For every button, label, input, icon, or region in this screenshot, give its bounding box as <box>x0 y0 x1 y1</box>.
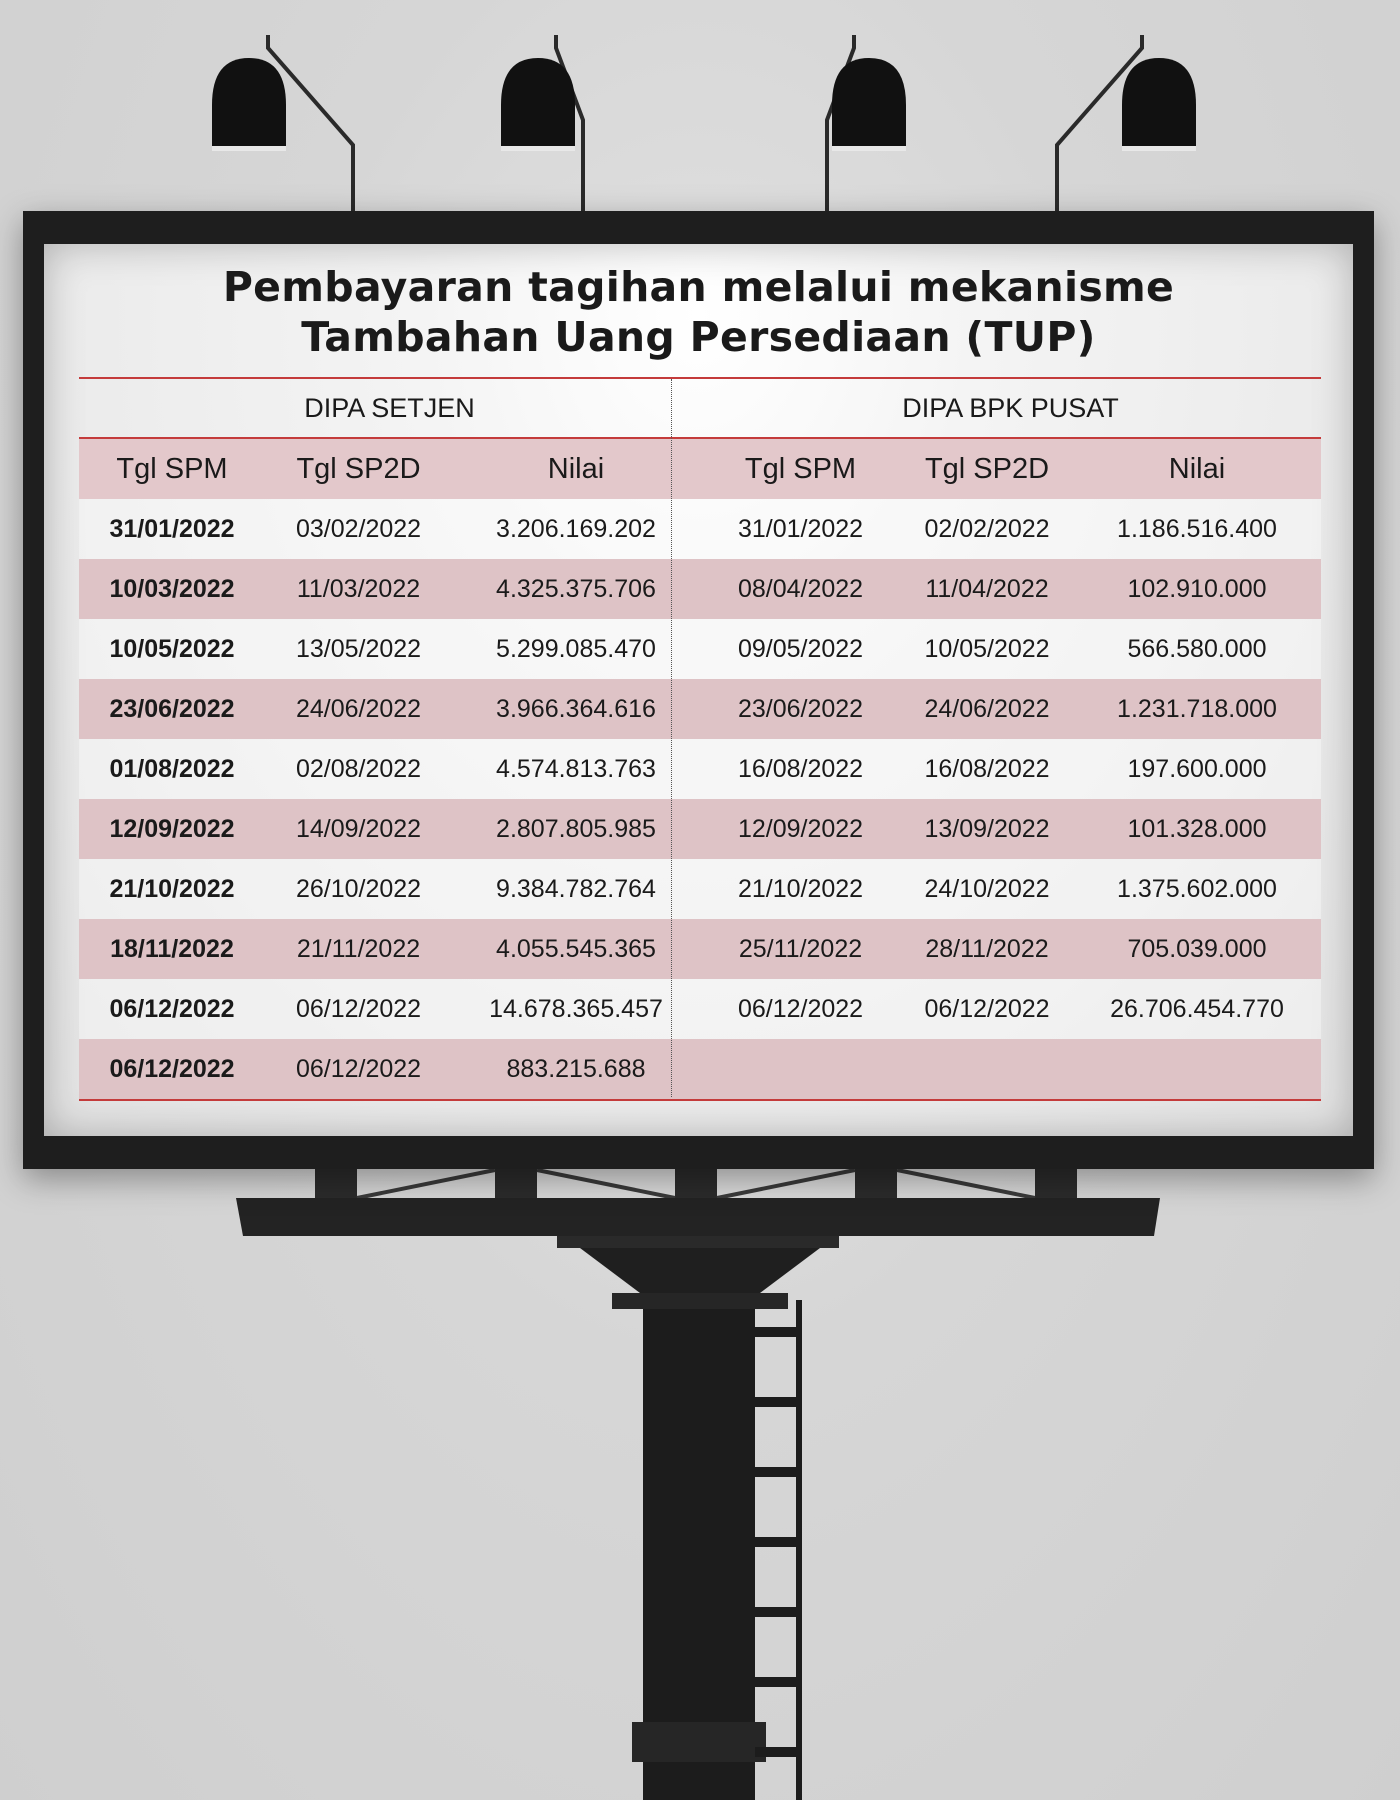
cell-right-tgl-sp2d: 10/05/2022 <box>901 619 1073 679</box>
cell-right-nilai: 1.231.718.000 <box>1073 679 1321 739</box>
cell-right-tgl-spm: 12/09/2022 <box>700 799 901 859</box>
table-row <box>79 919 1321 979</box>
cell-right-nilai: 705.039.000 <box>1073 919 1321 979</box>
table-row <box>79 499 1321 559</box>
spotlight-lamp-icon <box>212 58 1196 148</box>
billboard-pole-icon <box>236 1168 1160 1800</box>
cell-right-tgl-sp2d <box>901 1039 1073 1099</box>
cell-right-tgl-sp2d: 24/06/2022 <box>901 679 1073 739</box>
cell-left-tgl-sp2d: 02/08/2022 <box>265 739 452 799</box>
column-header-row <box>79 439 1321 499</box>
cell-right-tgl-sp2d: 28/11/2022 <box>901 919 1073 979</box>
cell-left-tgl-spm: 01/08/2022 <box>79 739 265 799</box>
cell-right-nilai: 26.706.454.770 <box>1073 979 1321 1039</box>
table-row <box>79 679 1321 739</box>
cell-left-tgl-spm: 12/09/2022 <box>79 799 265 859</box>
cell-right-nilai: 1.186.516.400 <box>1073 499 1321 559</box>
group-dipa-bpk-pusat: DIPA BPK PUSAT <box>902 392 1119 423</box>
cell-left-tgl-sp2d: 26/10/2022 <box>265 859 452 919</box>
cell-left-tgl-sp2d: 13/05/2022 <box>265 619 452 679</box>
cell-left-nilai: 4.574.813.763 <box>452 739 700 799</box>
cell-right-tgl-spm: 31/01/2022 <box>700 499 901 559</box>
page-title <box>44 262 1353 362</box>
table-row <box>79 799 1321 859</box>
column-group-separator <box>671 379 672 1097</box>
cell-left-nilai: 3.206.169.202 <box>452 499 700 559</box>
cell-left-tgl-spm: 06/12/2022 <box>79 979 265 1039</box>
cell-right-nilai: 1.375.602.000 <box>1073 859 1321 919</box>
data-table <box>79 439 1321 1099</box>
cell-right-tgl-sp2d: 16/08/2022 <box>901 739 1073 799</box>
cell-left-nilai: 2.807.805.985 <box>452 799 700 859</box>
cell-right-tgl-spm <box>700 1039 901 1099</box>
cell-left-tgl-sp2d: 14/09/2022 <box>265 799 452 859</box>
bottom-divider <box>79 1099 1321 1101</box>
cell-left-tgl-spm: 31/01/2022 <box>79 499 265 559</box>
cell-right-nilai <box>1073 1039 1321 1099</box>
cell-right-tgl-sp2d: 13/09/2022 <box>901 799 1073 859</box>
cell-left-nilai: 4.055.545.365 <box>452 919 700 979</box>
cell-right-tgl-sp2d: 02/02/2022 <box>901 499 1073 559</box>
cell-left-tgl-sp2d: 11/03/2022 <box>265 559 452 619</box>
col-header-nilai-left: Nilai <box>452 439 700 499</box>
title-line-2: Tambahan Uang Persediaan (TUP) <box>301 313 1096 361</box>
group-dipa-setjen: DIPA SETJEN <box>304 392 475 423</box>
table-row <box>79 1039 1321 1099</box>
group-header-row <box>79 379 1321 437</box>
cell-left-nilai: 3.966.364.616 <box>452 679 700 739</box>
cell-left-tgl-spm: 10/03/2022 <box>79 559 265 619</box>
cell-right-nilai: 101.328.000 <box>1073 799 1321 859</box>
cell-left-tgl-spm: 23/06/2022 <box>79 679 265 739</box>
cell-left-nilai: 883.215.688 <box>452 1039 700 1099</box>
cell-left-tgl-spm: 10/05/2022 <box>79 619 265 679</box>
tup-payment-table <box>79 377 1321 1101</box>
cell-right-tgl-spm: 25/11/2022 <box>700 919 901 979</box>
col-header-tgl-sp2d-right: Tgl SP2D <box>901 439 1073 499</box>
col-header-tgl-spm-left: Tgl SPM <box>79 439 265 499</box>
cell-right-nilai: 197.600.000 <box>1073 739 1321 799</box>
title-line-1: Pembayaran tagihan melalui mekanisme <box>222 263 1175 311</box>
cell-right-nilai: 566.580.000 <box>1073 619 1321 679</box>
spotlight-arms <box>268 35 1142 211</box>
cell-right-tgl-sp2d: 24/10/2022 <box>901 859 1073 919</box>
table-row <box>79 739 1321 799</box>
cell-left-tgl-spm: 21/10/2022 <box>79 859 265 919</box>
table-row <box>79 559 1321 619</box>
cell-left-tgl-spm: 06/12/2022 <box>79 1039 265 1099</box>
cell-left-nilai: 9.384.782.764 <box>452 859 700 919</box>
cell-right-tgl-spm: 16/08/2022 <box>700 739 901 799</box>
cell-left-tgl-sp2d: 06/12/2022 <box>265 1039 452 1099</box>
cell-right-tgl-spm: 06/12/2022 <box>700 979 901 1039</box>
cell-right-tgl-spm: 08/04/2022 <box>700 559 901 619</box>
cell-right-tgl-spm: 09/05/2022 <box>700 619 901 679</box>
col-header-nilai-right: Nilai <box>1073 439 1321 499</box>
cell-left-nilai: 5.299.085.470 <box>452 619 700 679</box>
cell-right-tgl-sp2d: 11/04/2022 <box>901 559 1073 619</box>
cell-left-tgl-sp2d: 03/02/2022 <box>265 499 452 559</box>
col-header-tgl-sp2d-left: Tgl SP2D <box>265 439 452 499</box>
cell-right-tgl-spm: 23/06/2022 <box>700 679 901 739</box>
col-header-tgl-spm-right: Tgl SPM <box>700 439 901 499</box>
table-row <box>79 619 1321 679</box>
cell-left-tgl-sp2d: 06/12/2022 <box>265 979 452 1039</box>
cell-left-tgl-sp2d: 21/11/2022 <box>265 919 452 979</box>
cell-left-nilai: 4.325.375.706 <box>452 559 700 619</box>
table-row <box>79 859 1321 919</box>
cell-left-tgl-spm: 18/11/2022 <box>79 919 265 979</box>
cell-left-nilai: 14.678.365.457 <box>452 979 700 1039</box>
table-row <box>79 979 1321 1039</box>
cell-right-nilai: 102.910.000 <box>1073 559 1321 619</box>
cell-right-tgl-spm: 21/10/2022 <box>700 859 901 919</box>
cell-right-tgl-sp2d: 06/12/2022 <box>901 979 1073 1039</box>
cell-left-tgl-sp2d: 24/06/2022 <box>265 679 452 739</box>
